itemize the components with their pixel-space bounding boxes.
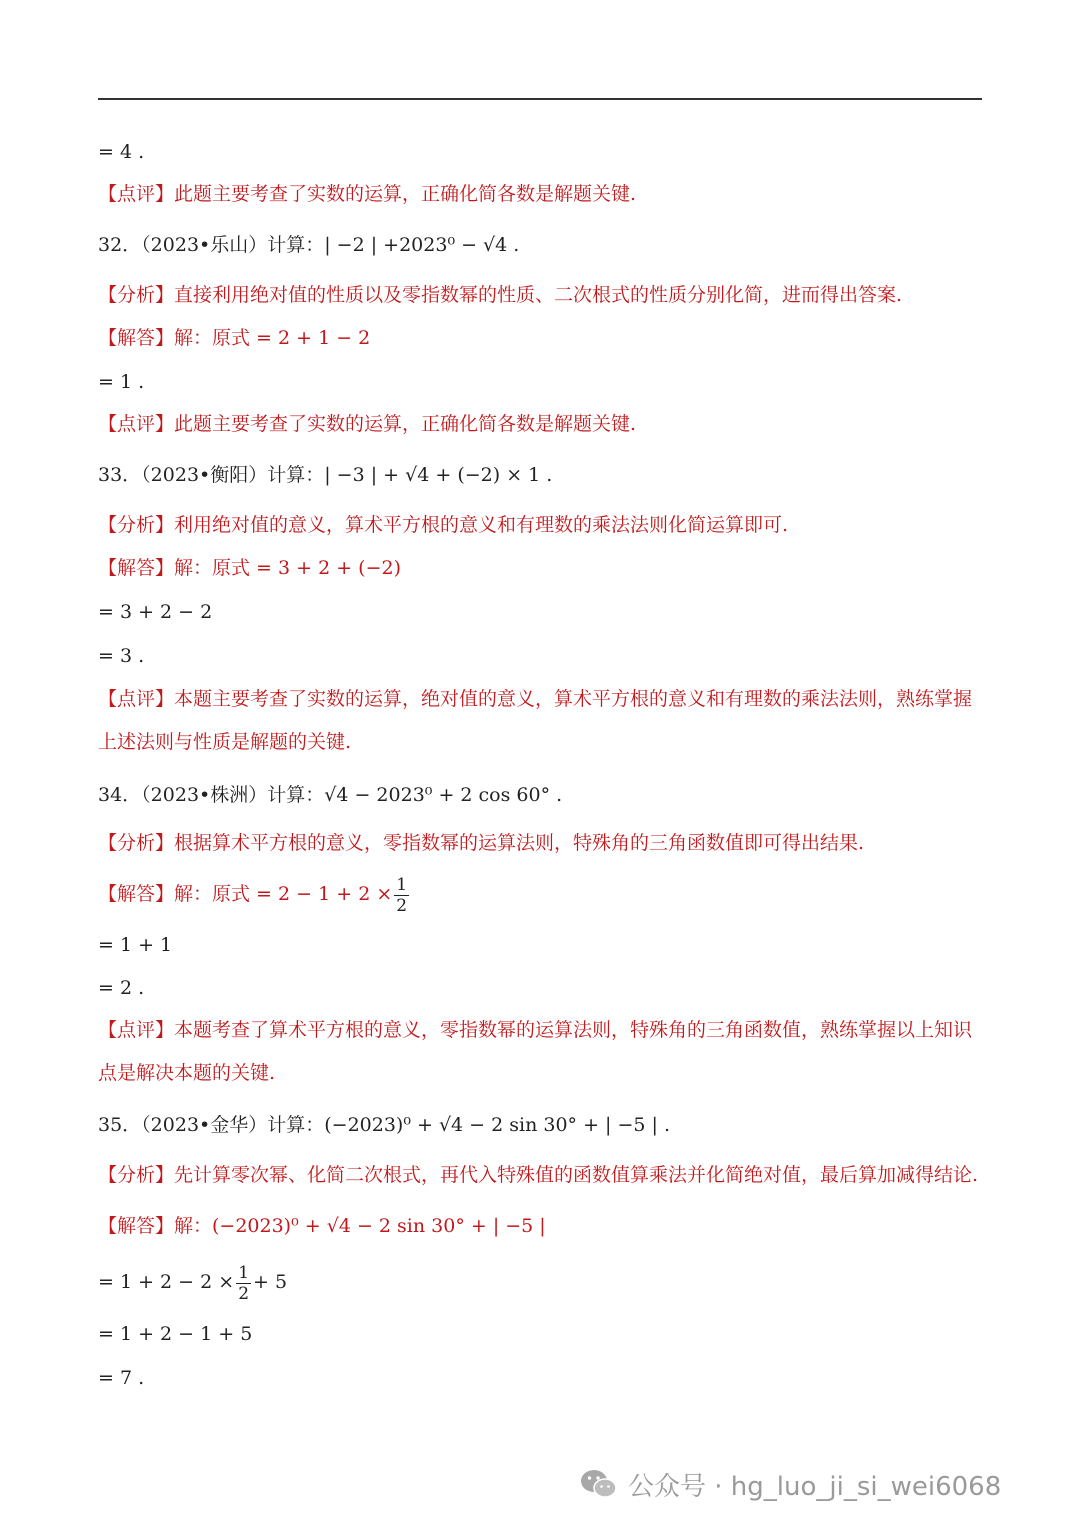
review-note-cont: 点是解决本题的关键. bbox=[98, 1062, 276, 1084]
answer-34 bbox=[98, 870, 411, 918]
fraction-numerator: 1 bbox=[396, 874, 408, 895]
solution-step: = 4 . bbox=[98, 141, 145, 163]
fraction-denominator: 2 bbox=[396, 895, 408, 916]
fraction-denominator: 2 bbox=[238, 1283, 250, 1304]
solution-step: = 3 + 2 − 2 bbox=[98, 601, 213, 623]
answer-34-prefix: 原式 = 2 − 1 + 2 × bbox=[212, 883, 393, 905]
review-note: 【点评】此题主要考查了实数的运算，正确化简各数是解题关键. bbox=[98, 183, 637, 205]
solution-step: = 7 . bbox=[98, 1367, 145, 1389]
answer-35-text: 【解答】解：(−2023)⁰ + √4 − 2 sin 30° + | −5 | bbox=[98, 1215, 546, 1237]
analysis-33: 【分析】利用绝对值的意义，算术平方根的意义和有理数的乘法法则化简运算即可. bbox=[98, 514, 789, 536]
analysis-32: 【分析】直接利用绝对值的性质以及零指数幂的性质、二次根式的性质分别化简，进而得出答案. bbox=[98, 284, 903, 306]
analysis-34: 【分析】根据算术平方根的意义，零指数幂的运算法则，特殊角的三角函数值即可得出结果. bbox=[98, 832, 865, 854]
header-rule bbox=[98, 98, 982, 100]
answer-33-text: 【解答】解：原式 = 3 + 2 + (−2) bbox=[98, 557, 402, 579]
solution-step: = 1 + 2 − 1 + 5 bbox=[98, 1323, 253, 1345]
answer-32 bbox=[98, 325, 370, 351]
review-note: 【点评】此题主要考查了实数的运算，正确化简各数是解题关键. bbox=[98, 413, 637, 435]
question-34: 34．（2023•株洲）计算：√4 − 2023⁰ + 2 cos 60° . bbox=[98, 784, 563, 806]
solution-step: = 3 . bbox=[98, 645, 145, 667]
step-prefix: = 1 + 2 − 2 × bbox=[98, 1271, 235, 1293]
review-note-cont: 上述法则与性质是解题的关键. bbox=[98, 731, 352, 753]
question-32: 32．（2023•乐山）计算：| −2 | +2023⁰ − √4 . bbox=[98, 234, 520, 256]
question-35: 35．（2023•金华）计算：(−2023)⁰ + √4 − 2 sin 30° + | −5 | . bbox=[98, 1114, 671, 1136]
wechat-icon bbox=[580, 1468, 618, 1500]
solution-step-fraction bbox=[98, 1258, 287, 1306]
solution-step: = 1 . bbox=[98, 371, 145, 393]
watermark-text: 公众号 · hg_luo_ji_si_wei6068 bbox=[628, 1471, 1002, 1502]
fraction-numerator: 1 bbox=[238, 1262, 250, 1283]
answer-34-tag: 【解答】解： bbox=[98, 883, 213, 905]
answer-32-text: 【解答】解：原式 = 2 + 1 − 2 bbox=[98, 327, 371, 349]
answer-33 bbox=[98, 555, 401, 581]
review-note: 【点评】本题考查了算术平方根的意义，零指数幂的运算法则，特殊角的三角函数值，熟练掌握以上知识 bbox=[98, 1019, 973, 1041]
fraction bbox=[394, 875, 409, 916]
answer-35 bbox=[98, 1213, 546, 1239]
analysis-35: 【分析】先计算零次幂、化简二次根式，再代入特殊值的函数值算乘法并化简绝对值，最后算加减得结论. bbox=[98, 1164, 979, 1186]
solution-step: = 2 . bbox=[98, 977, 145, 999]
watermark bbox=[580, 1462, 1001, 1506]
solution-step: = 1 + 1 bbox=[98, 934, 173, 956]
step-suffix: + 5 bbox=[253, 1271, 288, 1293]
review-note: 【点评】本题主要考查了实数的运算，绝对值的意义，算术平方根的意义和有理数的乘法法则，熟练掌握 bbox=[98, 688, 973, 710]
fraction bbox=[236, 1263, 251, 1304]
question-33: 33．（2023•衡阳）计算：| −3 | + √4 + (−2) × 1 . bbox=[98, 464, 553, 486]
